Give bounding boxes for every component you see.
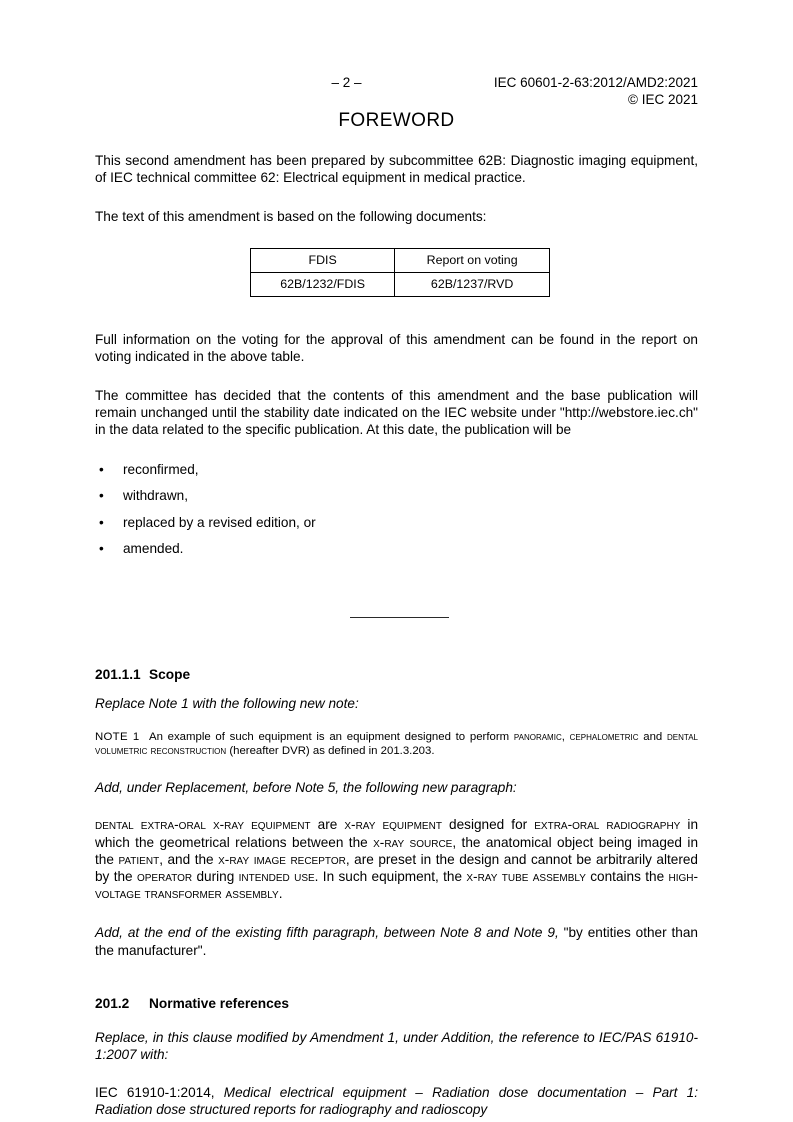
instruction-replace-note-1: Replace Note 1 with the following new note: [95, 695, 359, 711]
instruction-add-fifth-paragraph [95, 924, 698, 958]
instruction-replace-reference: Replace, in this clause modified by Amendment 1, under Addition, the reference to IEC/PAS 61910-1:2007 with: [95, 1029, 698, 1063]
spacer [95, 712, 698, 730]
defined-term-extra-oral-radiography: extra-oral radiography [534, 817, 681, 833]
note-text-part-3: (hereafter DVR) as defined in 201.3.203. [226, 745, 435, 758]
list-item-label: amended. [123, 541, 184, 557]
header-copyright: © IEC 2021 [628, 92, 698, 107]
spacer [95, 439, 698, 461]
spacer [95, 959, 698, 995]
paragraph-dental-extra-oral [95, 816, 698, 902]
votes-table-container [95, 248, 698, 297]
note-label: NOTE 1 [95, 730, 140, 743]
defined-term-dental-extra-oral-x-ray-equipment: dental extra-oral x-ray equipment [95, 817, 311, 833]
votes-table [250, 248, 550, 297]
table-cell-fdis-number: 62B/1232/FDIS [251, 272, 395, 296]
bullet-icon: • [99, 461, 104, 477]
spacer [95, 567, 698, 617]
defined-term-x-ray-tube-assembly: x-ray tube assembly [466, 869, 586, 885]
document-body [95, 152, 698, 1119]
defined-term-x-ray-equipment: x-ray equipment [344, 817, 442, 833]
instruction-italic-part: Add, at the end of the existing fifth paragraph, between Note 8 and Note 9, [95, 925, 559, 941]
table-header-report-on-voting: Report on voting [395, 248, 550, 272]
clause-number: 201.2 [95, 995, 130, 1011]
bullet-icon: • [99, 541, 104, 557]
defined-term-intended-use: intended use [238, 869, 315, 885]
note-separator-1: , [561, 730, 570, 743]
note-1-paragraph [95, 730, 698, 758]
spacer [95, 902, 698, 924]
defined-term-patient: patient [118, 851, 160, 867]
text-3: in which the geometrical relations between the [95, 817, 699, 850]
paragraph-voting-info: Full information on the voting for the approval of this amendment can be found in the report on voting indicated in the above table. [95, 331, 698, 364]
text-10: . [278, 886, 283, 902]
header-standard-reference: IEC 60601-2-63:2012/AMD2:2021 [493, 75, 698, 90]
horizontal-rule [350, 617, 449, 618]
paragraph-based-on: The text of this amendment is based on the following documents: [95, 209, 487, 225]
text-9: contains the [585, 869, 669, 885]
paragraph-intro: This second amendment has been prepared by subcommittee 62B: Diagnostic imaging equipment, of IEC technical committee 62: Electrical equipment in medical practice. [95, 153, 698, 186]
clause-title: Normative references [149, 995, 289, 1011]
reference-number: IEC 61910-1:2014, [95, 1085, 224, 1101]
defined-term-high-voltage-transformer-assembly: high-voltage transformer assembly [95, 869, 699, 902]
defined-term-x-ray-source: x-ray source [373, 834, 453, 850]
reference-iec-61910-1 [95, 1084, 698, 1118]
spacer [95, 1063, 698, 1084]
defined-term-operator: operator [136, 869, 193, 885]
text-8: . In such equipment, the [314, 869, 467, 885]
list-item-label: reconfirmed, [123, 461, 199, 477]
header-page-number-text: – 2 – [331, 75, 362, 90]
defined-term-dental-volumetric-reconstruction: dental volumetric reconstruction [95, 730, 698, 758]
list-item-label: replaced by a revised edition, or [123, 514, 316, 530]
text-4: , the anatomical object being imaged in the [95, 834, 698, 867]
instruction-add-before-note-5: Add, under Replacement, before Note 5, the following new paragraph: [95, 780, 517, 796]
spacer [95, 365, 698, 387]
list-item [95, 487, 698, 504]
clause-title: Scope [149, 666, 191, 682]
heading-clause-201-2 [95, 995, 698, 1012]
text-5: , and the [159, 851, 219, 867]
text-2: designed for [441, 817, 535, 833]
bullet-icon: • [99, 514, 104, 530]
clause-number: 201.1.1 [95, 666, 141, 682]
note-text-part-1: An example of such equipment is an equipment designed to perform [148, 730, 514, 743]
defined-term-panoramic: panoramic [513, 730, 562, 743]
list-item [95, 540, 698, 557]
table-header-fdis: FDIS [251, 248, 395, 272]
instruction-roman-part: "by entities other than the manufacturer". [95, 925, 698, 958]
spacer [95, 683, 698, 695]
bullet-icon: • [99, 488, 104, 504]
spacer [95, 297, 698, 331]
defined-term-x-ray-image-receptor: x-ray image receptor [218, 851, 346, 867]
text-7: during [192, 869, 239, 885]
spacer [95, 796, 698, 816]
outcome-list [95, 461, 698, 558]
list-item-label: withdrawn, [123, 488, 188, 504]
note-label-space [140, 731, 149, 743]
reference-title: Medical electrical equipment – Radiation dose documentation – Part 1: Radiation dose structured reports for radiography and radioscopy [95, 1085, 698, 1118]
note-text-part-2: and [638, 730, 668, 743]
page-title: FOREWORD [338, 110, 455, 131]
spacer [95, 758, 698, 779]
list-item [95, 461, 698, 478]
spacer [95, 186, 698, 208]
text-6: , are preset in the design and cannot be arbitrarily altered by the [95, 851, 698, 885]
table-cell-rvd-number: 62B/1237/RVD [395, 272, 550, 296]
spacer [95, 618, 698, 666]
page-header [95, 74, 698, 108]
table-row-header [251, 248, 550, 272]
text-1: are [310, 817, 345, 833]
paragraph-stability: The committee has decided that the contents of this amendment and the base publication will remain unchanged until the stability date indicated on the IEC website under "http://webstore.iec.ch" in the data related to the specific publication. At this date, the publication will be [95, 388, 698, 438]
spacer [95, 1012, 698, 1029]
header-page-number [95, 74, 698, 91]
list-item [95, 514, 698, 531]
table-row [251, 272, 550, 296]
heading-clause-201-1-1 [95, 666, 698, 683]
defined-term-cephalometric: cephalometric [569, 730, 639, 743]
spacer [95, 226, 698, 248]
